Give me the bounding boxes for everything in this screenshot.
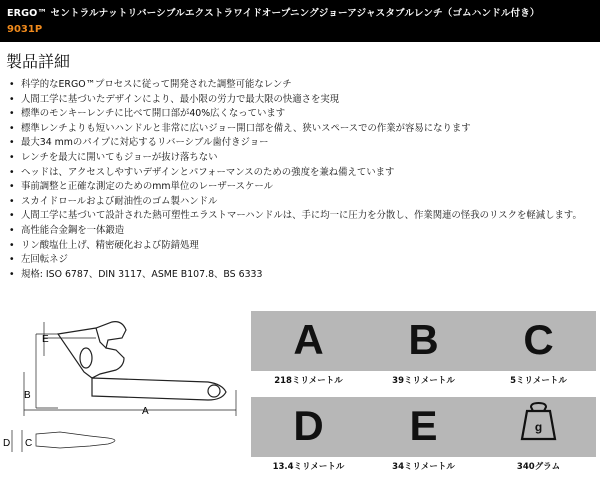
dimension-label-c: C <box>25 438 33 449</box>
spec-letter: B <box>408 316 439 363</box>
feature-item: • 高性能合金鋼を一体鍛造 <box>6 224 596 239</box>
feature-item: • 最大34 mmのパイプに対応するリバーシブル歯付きジョー <box>6 136 596 151</box>
product-header <box>0 0 600 42</box>
product-title: ERGO™ セントラルナットリバーシブルエクストラワイドオープニングジョーアジャスタブルレンチ（ゴムハンドル付き） <box>7 8 540 19</box>
spec-cell-d <box>251 397 366 482</box>
feature-item: • スカイドロールおよび耐油性のゴム製ハンドル <box>6 195 596 210</box>
wrench-side-view <box>58 322 226 400</box>
spec-band <box>366 397 481 457</box>
spec-band <box>251 311 366 371</box>
spec-letter: A <box>293 316 324 363</box>
spec-cell-e <box>366 397 481 482</box>
spec-cell-weight <box>481 397 596 482</box>
dimension-label-a: A <box>142 406 149 417</box>
feature-list <box>6 78 596 282</box>
spec-value: 340グラム <box>516 462 561 472</box>
dimension-label-b: B <box>24 390 31 401</box>
feature-item: • 標準のモンキーレンチに比べて開口部が40%広くなっています <box>6 107 596 122</box>
feature-item: • レンチを最大に開いてもジョーが抜け落ちない <box>6 151 596 166</box>
feature-item: • 人間工学に基づいて設計された熱可塑性エラストマーハンドルは、手に均一に圧力を分散し、作業関連の怪我のリスクを軽減します。 <box>6 209 596 224</box>
section-title: 製品詳細 <box>6 52 71 71</box>
spec-cell-b <box>366 311 481 396</box>
weight-icon-label: g <box>534 420 543 434</box>
feature-item: • 左回転ネジ <box>6 253 596 268</box>
spec-letter: D <box>293 402 324 449</box>
spec-band <box>366 311 481 371</box>
spec-cell-c <box>481 311 596 396</box>
spec-value: 13.4ミリメートル <box>272 462 345 472</box>
spec-grid <box>251 311 596 482</box>
weight-icon <box>481 397 596 457</box>
dimension-label-d: D <box>3 438 11 449</box>
spec-band <box>251 397 366 457</box>
spec-value: 39ミリメートル <box>392 376 455 386</box>
feature-item: • リン酸塩仕上げ、精密硬化および防錆処理 <box>6 239 596 254</box>
feature-item: • 標準レンチよりも短いハンドルと非常に広いジョー開口部を備え、狭いスペースでの作業が容易になります <box>6 122 596 137</box>
spec-value: 5ミリメートル <box>510 376 567 386</box>
spec-value: 218ミリメートル <box>274 376 343 386</box>
feature-item: • 事前調整と正確な測定のためのmm単位のレーザースケール <box>6 180 596 195</box>
wrench-dimension-diagram <box>0 312 240 462</box>
feature-item: • 人間工学に基づいたデザインにより、最小限の労力で最大限の快適さを実現 <box>6 93 596 108</box>
product-code: 9031P <box>7 24 43 35</box>
feature-item: • ヘッドは、アクセスしやすいデザインとパフォーマンスのための強度を兼ね備えています <box>6 166 596 181</box>
spec-letter: C <box>523 316 554 363</box>
dimension-label-e: E <box>42 334 49 345</box>
spec-value: 34ミリメートル <box>392 462 455 472</box>
spec-letter: E <box>409 402 438 449</box>
spec-band <box>481 397 596 457</box>
spec-cell-a <box>251 311 366 396</box>
feature-item: • 規格: ISO 6787、DIN 3117、ASME B107.8、BS 6333 <box>6 268 596 283</box>
feature-item: • 科学的なERGO™プロセスに従って開発された調整可能なレンチ <box>6 78 596 93</box>
spec-band <box>481 311 596 371</box>
